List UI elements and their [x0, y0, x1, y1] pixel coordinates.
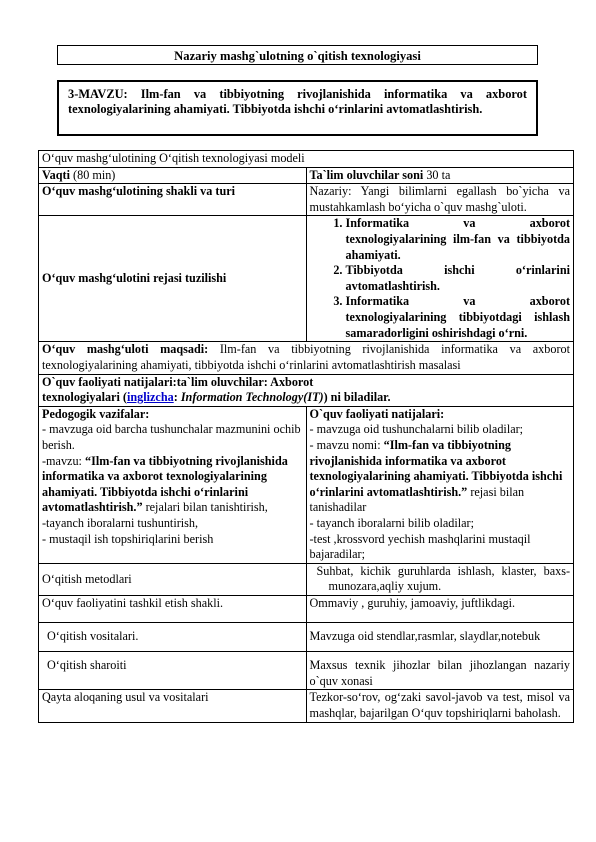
table-row	[39, 690, 574, 722]
ped-line: - mustaqil ish topshiriqlarini berish	[42, 531, 214, 546]
plan-label: O‘quv mashg‘ulotini rejasi tuzilishi	[39, 216, 307, 342]
ped-line	[42, 454, 303, 516]
ped-line: - mavzuga oid barcha tushunchalar mazmunini ochib berish.	[42, 422, 301, 452]
results-line2	[42, 390, 570, 406]
methods-label: O‘qitish metodlari	[39, 563, 307, 595]
pedagogical-tasks-cell	[39, 406, 307, 563]
table-row	[39, 184, 574, 216]
res-title: O`quv faoliyati natijalari:	[309, 406, 445, 421]
table-row	[39, 596, 574, 623]
res-topic: “Ilm-fan va tibbiyotning rivojlanishida informatika va axborot texnologiyalarining ahamiyati. Tibbiyotda ishchi o‘rinlarini avtomatlashtirish.”	[309, 437, 563, 499]
time-cell	[39, 167, 307, 184]
res-line	[310, 438, 571, 516]
list-item: 1. Informatika va axborot texnologiyalarining ilm-fan va tibbiyotda ahamiyati.	[346, 216, 571, 263]
table-row	[39, 374, 574, 406]
ped-title: Pedogogik vazifalar:	[42, 406, 150, 421]
table-row	[39, 623, 574, 652]
results-end: ) ni biladilar.	[323, 390, 391, 405]
org-value: Ommaviy , guruhiy, jamoaviy, juftlikdagi.	[306, 596, 574, 623]
ped-topic: “Ilm-fan va tibbiyotning rivojlanishida informatika va axborot texnologiyalarining ahamiyati. Tibbiyotda ishchi o‘rinlarini avtomatlashtirish.”	[42, 453, 288, 515]
goal-value: Ilm-fan va tibbiyotning rivojlanishida informatika va axborot texnologiyalarining ahamiyati, tibbiyotda ishchi o‘rinlarini avtomatlashtirish masalasi	[42, 342, 570, 372]
it-term: Information Technology(IT)	[180, 390, 324, 405]
goal-cell	[39, 342, 574, 374]
res-line: -test ,krossvord yechish mashqlarini mustaqil bajaradilar;	[309, 531, 531, 562]
plan-cell	[306, 216, 574, 342]
students-value: 30 ta	[423, 167, 451, 182]
lesson-model-table	[38, 150, 574, 723]
conditions-label: O‘qitish sharoiti	[39, 652, 307, 690]
list-item: 3. Informatika va axborot texnologiyalarining tibbiyotdagi ishlash samaradorligini oshirishdagi o‘rni.	[346, 294, 571, 341]
ped-prefix: -mavzu:	[42, 453, 85, 468]
means-label: O‘qitish vositalari.	[39, 623, 307, 652]
table-row	[39, 406, 574, 563]
results-text: texnologiyalari (	[42, 390, 127, 405]
students-label: Ta`lim oluvchilar soni	[309, 167, 424, 182]
ped-line: -tayanch iboralarni tushuntirish,	[42, 516, 199, 531]
results-colon: :	[173, 390, 181, 405]
methods-value: Suhbat, kichik guruhlarda ishlash, klaster, baxs-munozara,aqliy xujum.	[306, 563, 574, 595]
table-row	[39, 151, 574, 168]
table-row	[39, 216, 574, 342]
table-row	[39, 652, 574, 690]
res-line: - tayanch iboralarni bilib oladilar;	[309, 516, 474, 531]
form-value: Nazariy: Yangi bilimlarni egallash bo`yicha va mustahkamlash bo‘yicha o`quv mashg`uloti.	[306, 184, 574, 216]
ped-suffix: rejalari bilan tanishtirish,	[142, 500, 268, 515]
time-label: Vaqti	[42, 167, 70, 182]
org-label: O‘quv faoliyatini tashkil etish shakli.	[39, 596, 307, 623]
feedback-label: Qayta aloqaning usul va vositalari	[39, 690, 307, 722]
learning-results-cell	[306, 406, 574, 563]
res-line: - mavzuga oid tushunchalarni bilib oladilar;	[309, 422, 524, 437]
means-value: Mavzuga oid stendlar,rasmlar, slaydlar,notebuk	[306, 623, 574, 652]
results-cell	[39, 374, 574, 406]
conditions-value: Maxsus texnik jihozlar bilan jihozlangan nazariy o`quv xonasi	[306, 652, 574, 690]
table-row	[39, 167, 574, 184]
feedback-value: Tezkor-so‘rov, og‘zaki savol-javob va test, misol va mashqlar, bajarilgan O‘quv topshiriqlarni baholash.	[306, 690, 574, 722]
time-value: (80 min)	[70, 167, 116, 182]
table-row	[39, 342, 574, 374]
topic-box: 3-MAVZU: Ilm-fan va tibbiyotning rivojlanishida informatika va axborot texnologiyalarining ahamiyati. Tibbiyotda ishchi o‘rinlarini avtomatlashtirish.	[57, 80, 538, 136]
model-title: O‘quv mashg‘ulotining O‘qitish texnologiyasi modeli	[39, 151, 574, 168]
res-suffix: rejasi bilan tanishadilar	[309, 484, 525, 515]
plan-list	[310, 216, 571, 341]
res-prefix: - mavzu nomi:	[309, 437, 384, 452]
results-line1: O`quv faoliyati natijalari:ta`lim oluvchilar: Axborot	[42, 374, 314, 389]
goal-label: O‘quv mashg‘uloti maqsadi:	[42, 342, 209, 357]
page-title: Nazariy mashg`ulotning o`qitish texnologiyasi	[57, 45, 538, 65]
form-label: O‘quv mashg‘ulotining shakli va turi	[39, 184, 307, 216]
table-row	[39, 563, 574, 595]
students-cell	[306, 167, 574, 184]
english-link[interactable]: inglizcha	[126, 390, 174, 405]
list-item: 2. Tibbiyotda ishchi o‘rinlarini avtomatlashtirish.	[346, 263, 571, 294]
